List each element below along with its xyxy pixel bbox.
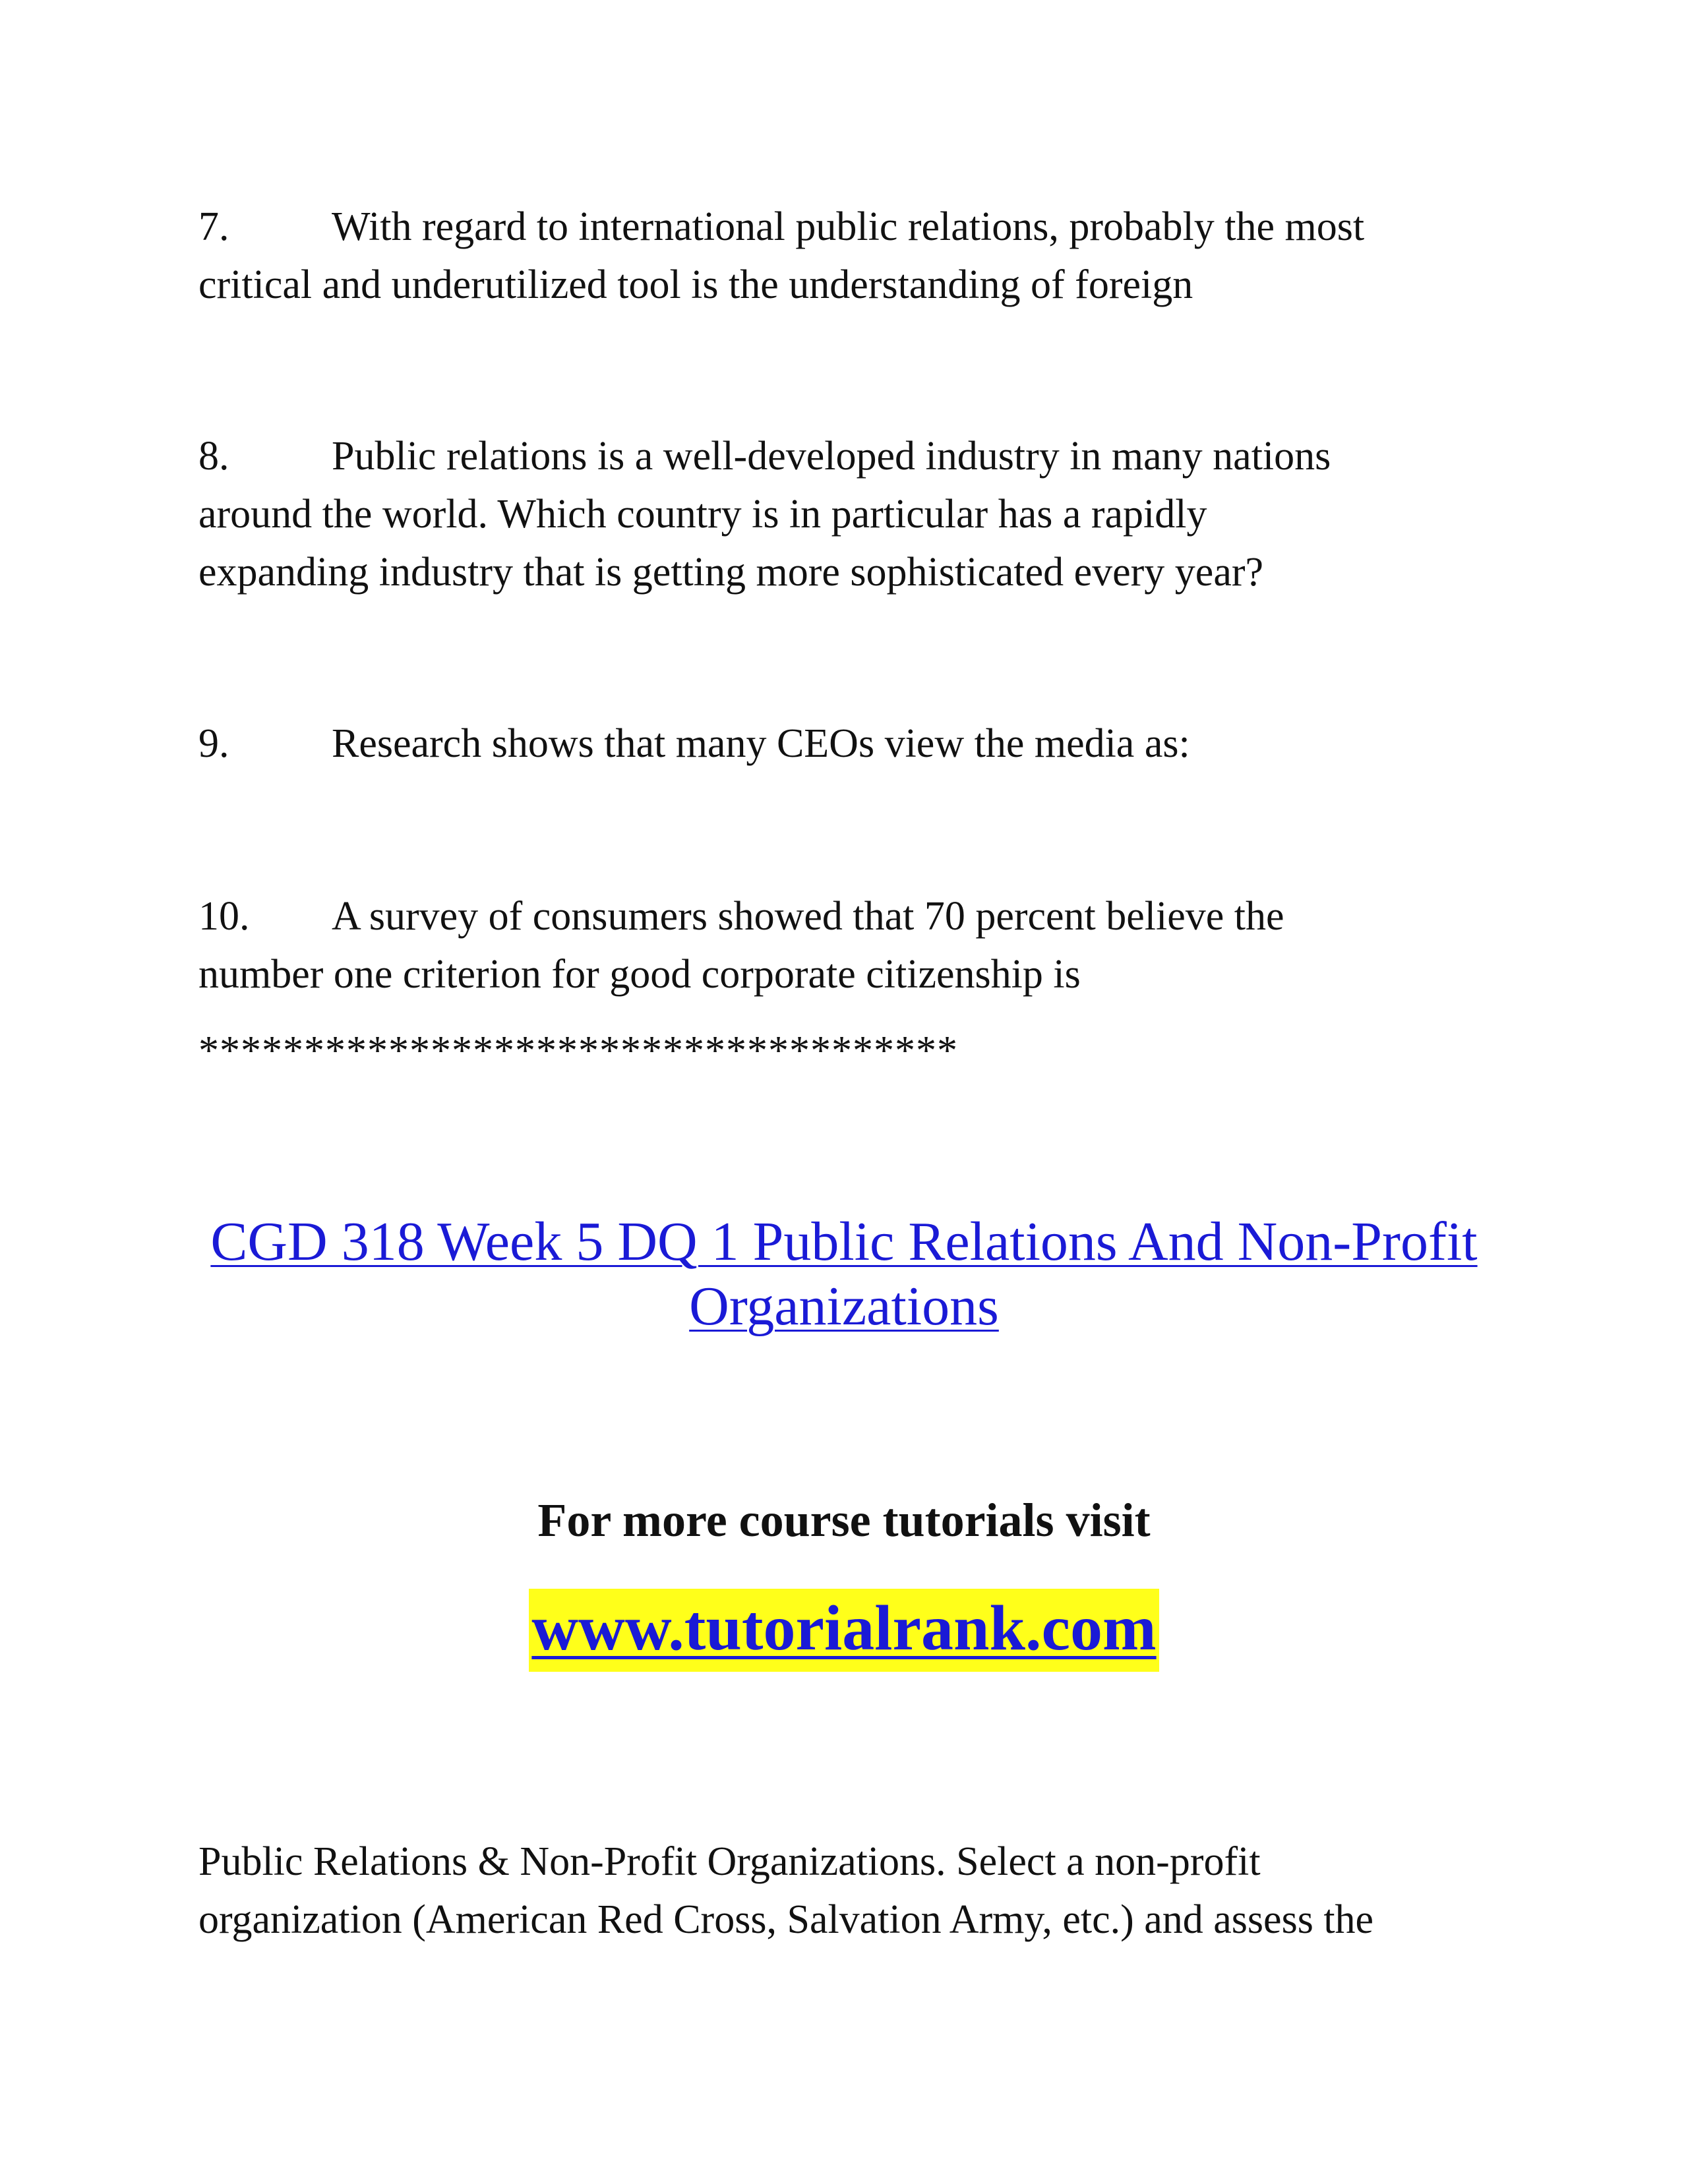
- question-9: [198, 715, 1517, 773]
- body-paragraph: [198, 1833, 1517, 1949]
- site-link-wrapper: [0, 1589, 1688, 1672]
- question-8: [198, 427, 1517, 601]
- course-link[interactable]: [210, 1211, 1477, 1337]
- question-7: [198, 198, 1517, 314]
- question-number: 9.: [198, 721, 229, 766]
- question-number: 8.: [198, 434, 229, 479]
- question-7-line-2: critical and underutilized tool is the understanding of foreign: [198, 262, 1193, 307]
- question-text: A survey of consumers showed that 70 percent believe the: [332, 894, 1284, 939]
- question-8-line-1: [198, 427, 1517, 485]
- question-7-line-1: [198, 198, 1517, 256]
- question-10: [198, 887, 1517, 1003]
- question-8-line-3: expanding industry that is getting more sophisticated every year?: [198, 550, 1263, 595]
- question-number: 10.: [198, 894, 250, 939]
- promo-text: For more course tutorials visit: [537, 1494, 1151, 1547]
- question-10-line-1: [198, 887, 1517, 945]
- site-link[interactable]: www.tutorialrank.com: [529, 1589, 1159, 1672]
- course-link-line-1: CGD 318 Week 5 DQ 1 Public Relations And Non-Profit: [210, 1211, 1478, 1272]
- question-number: 7.: [198, 204, 229, 249]
- separator-stars: ************************************: [198, 1028, 958, 1073]
- question-9-line-1: [198, 715, 1517, 773]
- question-8-line-2: around the world. Which country is in particular has a rapidly: [198, 492, 1207, 537]
- question-text: Research shows that many CEOs view the media as:: [332, 721, 1190, 766]
- question-text: With regard to international public relations, probably the most: [332, 204, 1365, 249]
- course-link-heading: [0, 1210, 1688, 1339]
- course-link-line-2: Organizations: [689, 1276, 999, 1337]
- question-10-line-2: number one criterion for good corporate citizenship is: [198, 952, 1081, 997]
- body-paragraph-line-1: Public Relations & Non-Profit Organizations. Select a non-profit: [198, 1839, 1261, 1884]
- question-text: Public relations is a well-developed industry in many nations: [332, 434, 1331, 479]
- body-paragraph-line-2: organization (American Red Cross, Salvation Army, etc.) and assess the: [198, 1897, 1374, 1942]
